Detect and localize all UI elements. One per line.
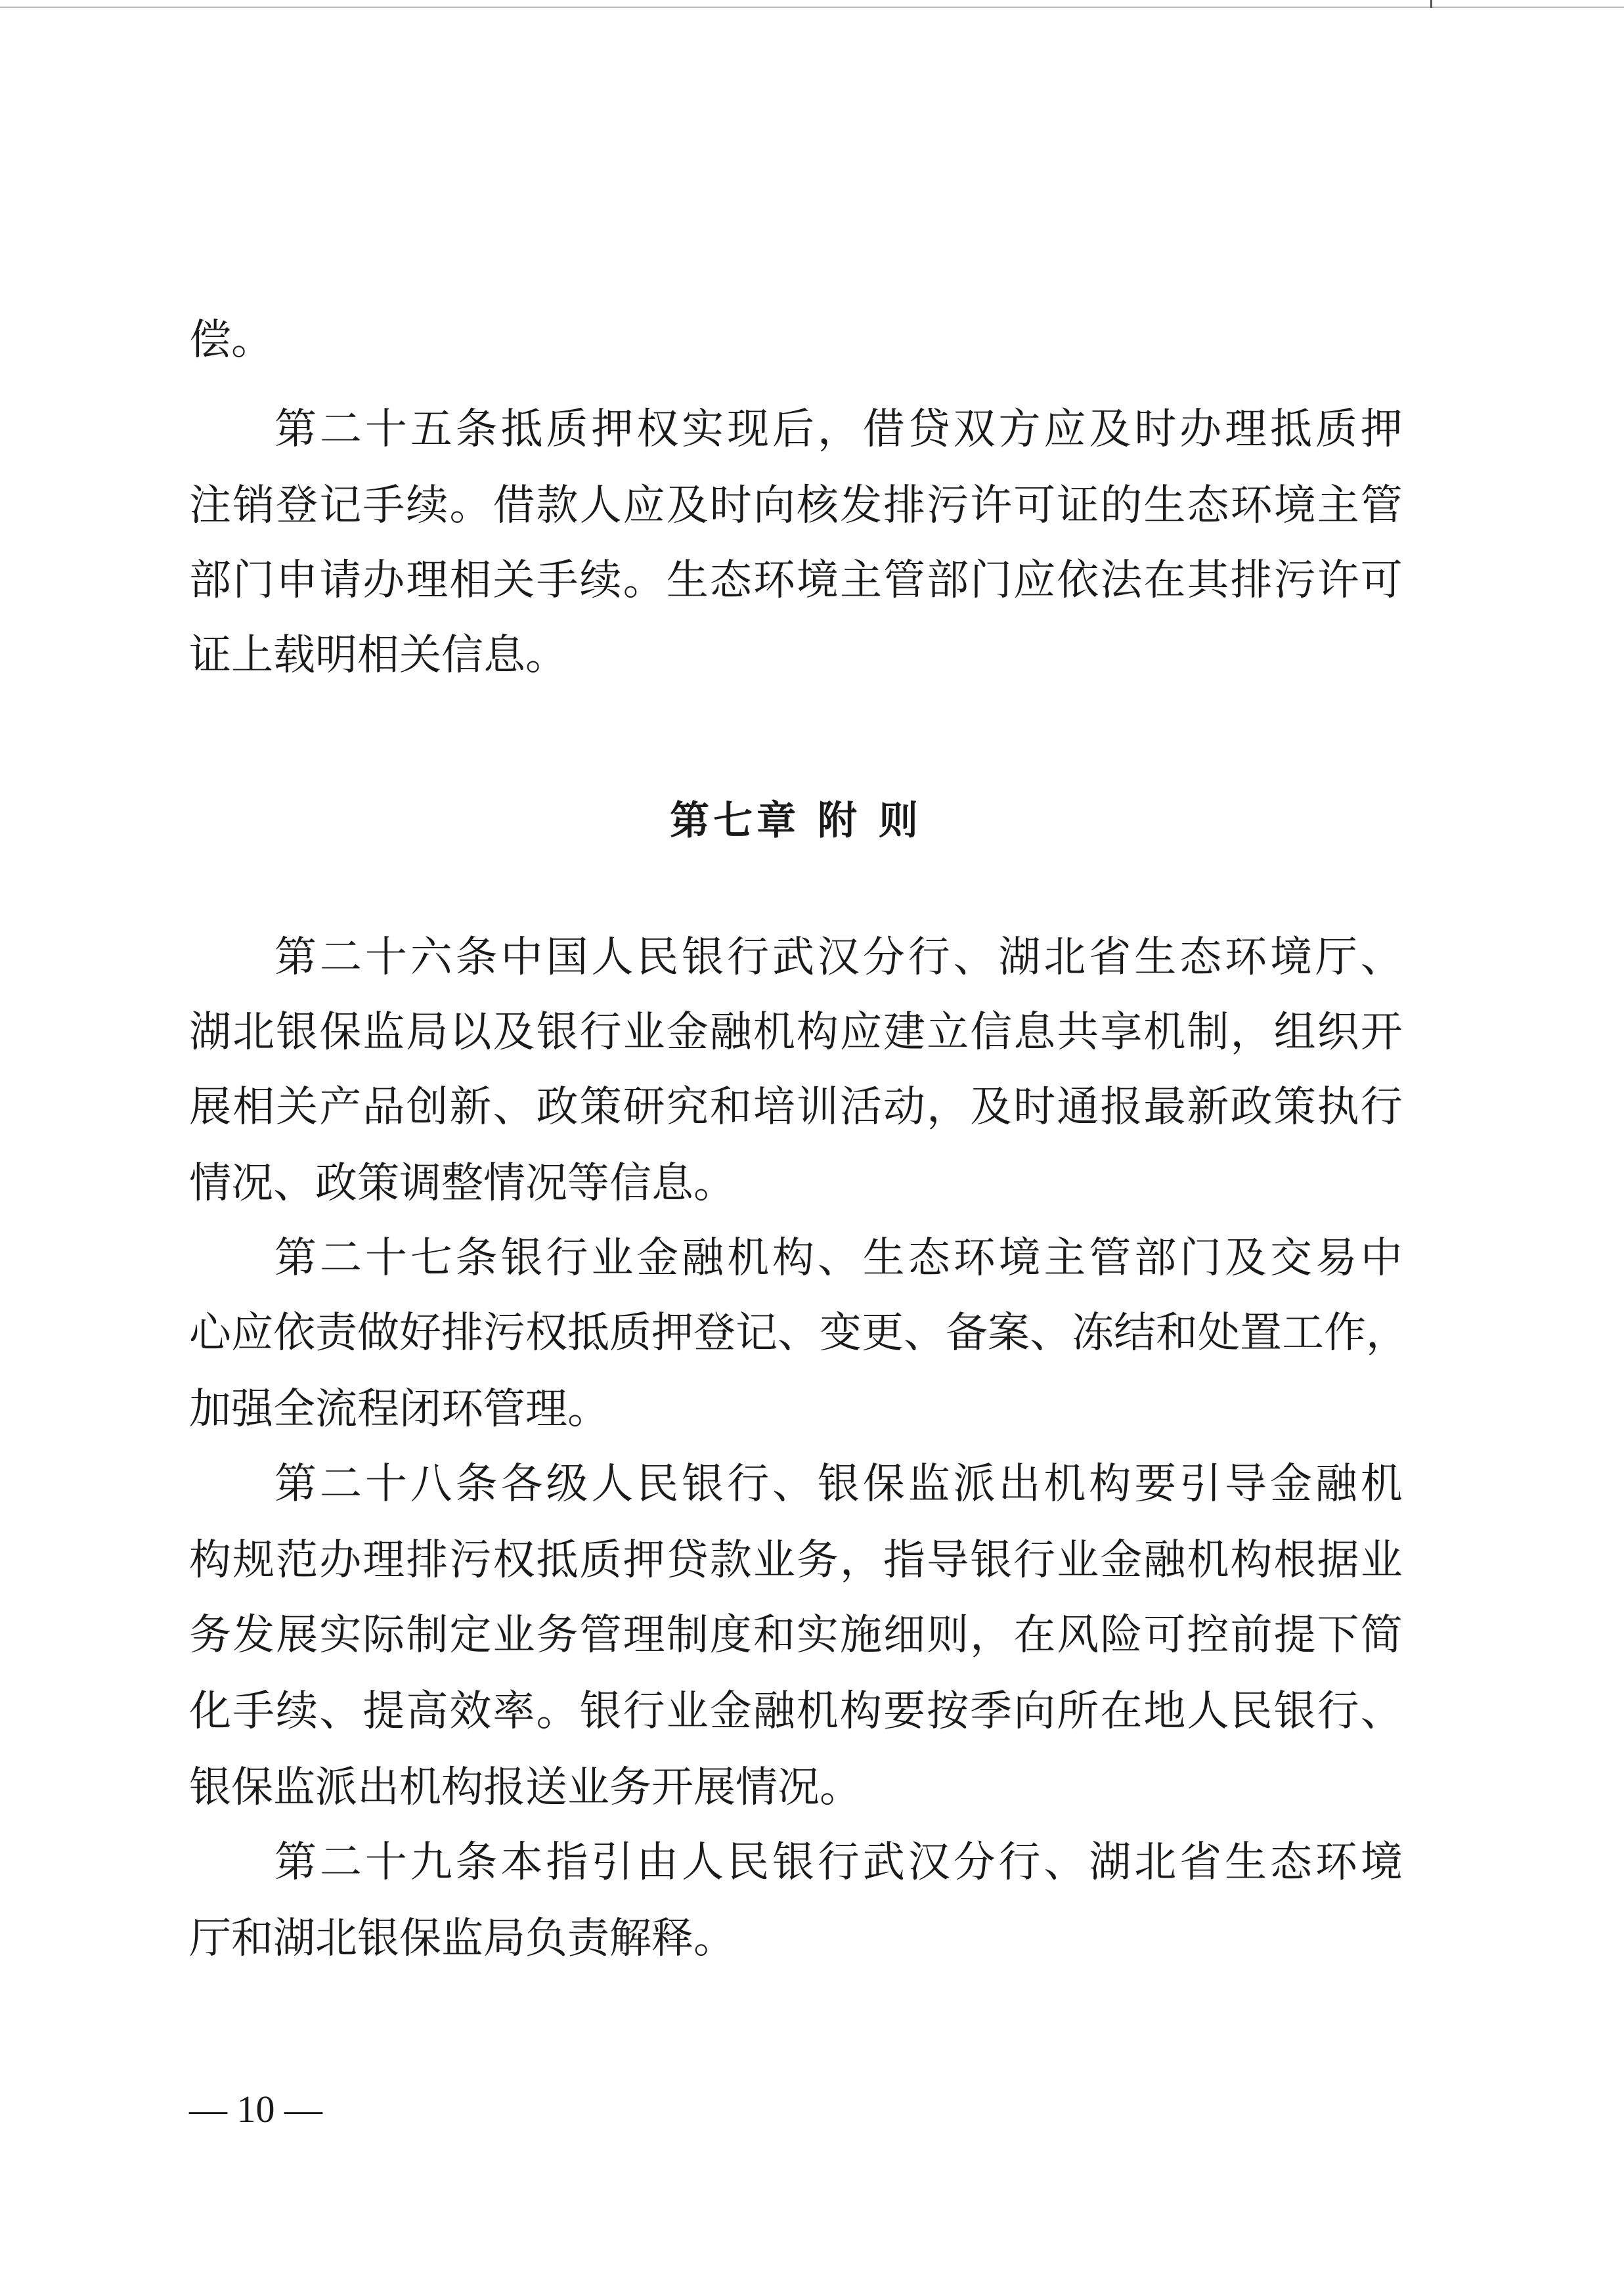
text-line: 务 发 展 实 际 制 定 业 务 管 理 制 度 和 实 施 细 则 ， 在 风 险 可 控 前 提 下 简 [189, 1611, 1403, 1660]
page-number: — 10 — [189, 2088, 322, 2130]
text-line: 注 销 登 记 手 续 。 借 款 人 应 及 时 向 核 发 排 污 许 可 证 的 生 态 环 境 主 管 [189, 481, 1403, 530]
text-line: 湖 北 银 保 监 局 以 及 银 行 业 金 融 机 构 应 建 立 信 息 共 享 机 制 ， 组 织 开 [189, 1008, 1403, 1057]
text-line: 情况、政策调整情况等信息。 [189, 1159, 735, 1208]
text-line: 偿。 [189, 316, 273, 364]
text-line: 证上载明相关信息。 [189, 631, 567, 680]
text-line: 加强全流程闭环管理。 [189, 1385, 609, 1434]
top-scan-rule [0, 7, 1624, 8]
text-line: 第 二 十 五 条 抵 质 押 权 实 现 后 ， 借 贷 双 方 应 及 时 办 理 抵 质 押 [274, 405, 1403, 454]
text-line: 构 规 范 办 理 排 污 权 抵 质 押 贷 款 业 务 ， 指 导 银 行 业 金 融 机 构 根 据 业 [189, 1536, 1403, 1585]
chapter-title: 第七章 附 则 [670, 798, 922, 844]
text-line: 第 二 十 八 条 各 级 人 民 银 行 、 银 保 监 派 出 机 构 要 引 导 金 融 机 [274, 1460, 1403, 1509]
text-line: 心 应 依 责 做 好 排 污 权 抵 质 押 登 记 、 变 更 、 备 案 、 冻 结 和 处 置 工 作 ， [189, 1309, 1408, 1357]
text-line: 银保监派出机构报送业务开展情况。 [189, 1763, 862, 1812]
text-line: 第 二 十 七 条 银 行 业 金 融 机 构 、 生 态 环 境 主 管 部 门 及 交 易 中 [274, 1234, 1403, 1283]
text-line: 第 二 十 九 条 本 指 引 由 人 民 银 行 武 汉 分 行 、 湖 北 省 生 态 环 境 [274, 1838, 1403, 1887]
top-scan-tick [1430, 0, 1432, 8]
text-line: 厅和湖北银保监局负责解释。 [189, 1914, 735, 1963]
text-line: 部 门 申 请 办 理 相 关 手 续 。 生 态 环 境 主 管 部 门 应 依 法 在 其 排 污 许 可 [189, 556, 1403, 605]
text-line: 化 手 续 、 提 高 效 率 。 银 行 业 金 融 机 构 要 按 季 向 所 在 地 人 民 银 行 、 [189, 1687, 1403, 1736]
text-line: 第 二 十 六 条 中 国 人 民 银 行 武 汉 分 行 、 湖 北 省 生 态 环 境 厅 、 [274, 933, 1403, 982]
text-line: 展 相 关 产 品 创 新 、 政 策 研 究 和 培 训 活 动 ， 及 时 通 报 最 新 政 策 执 行 [189, 1083, 1403, 1132]
